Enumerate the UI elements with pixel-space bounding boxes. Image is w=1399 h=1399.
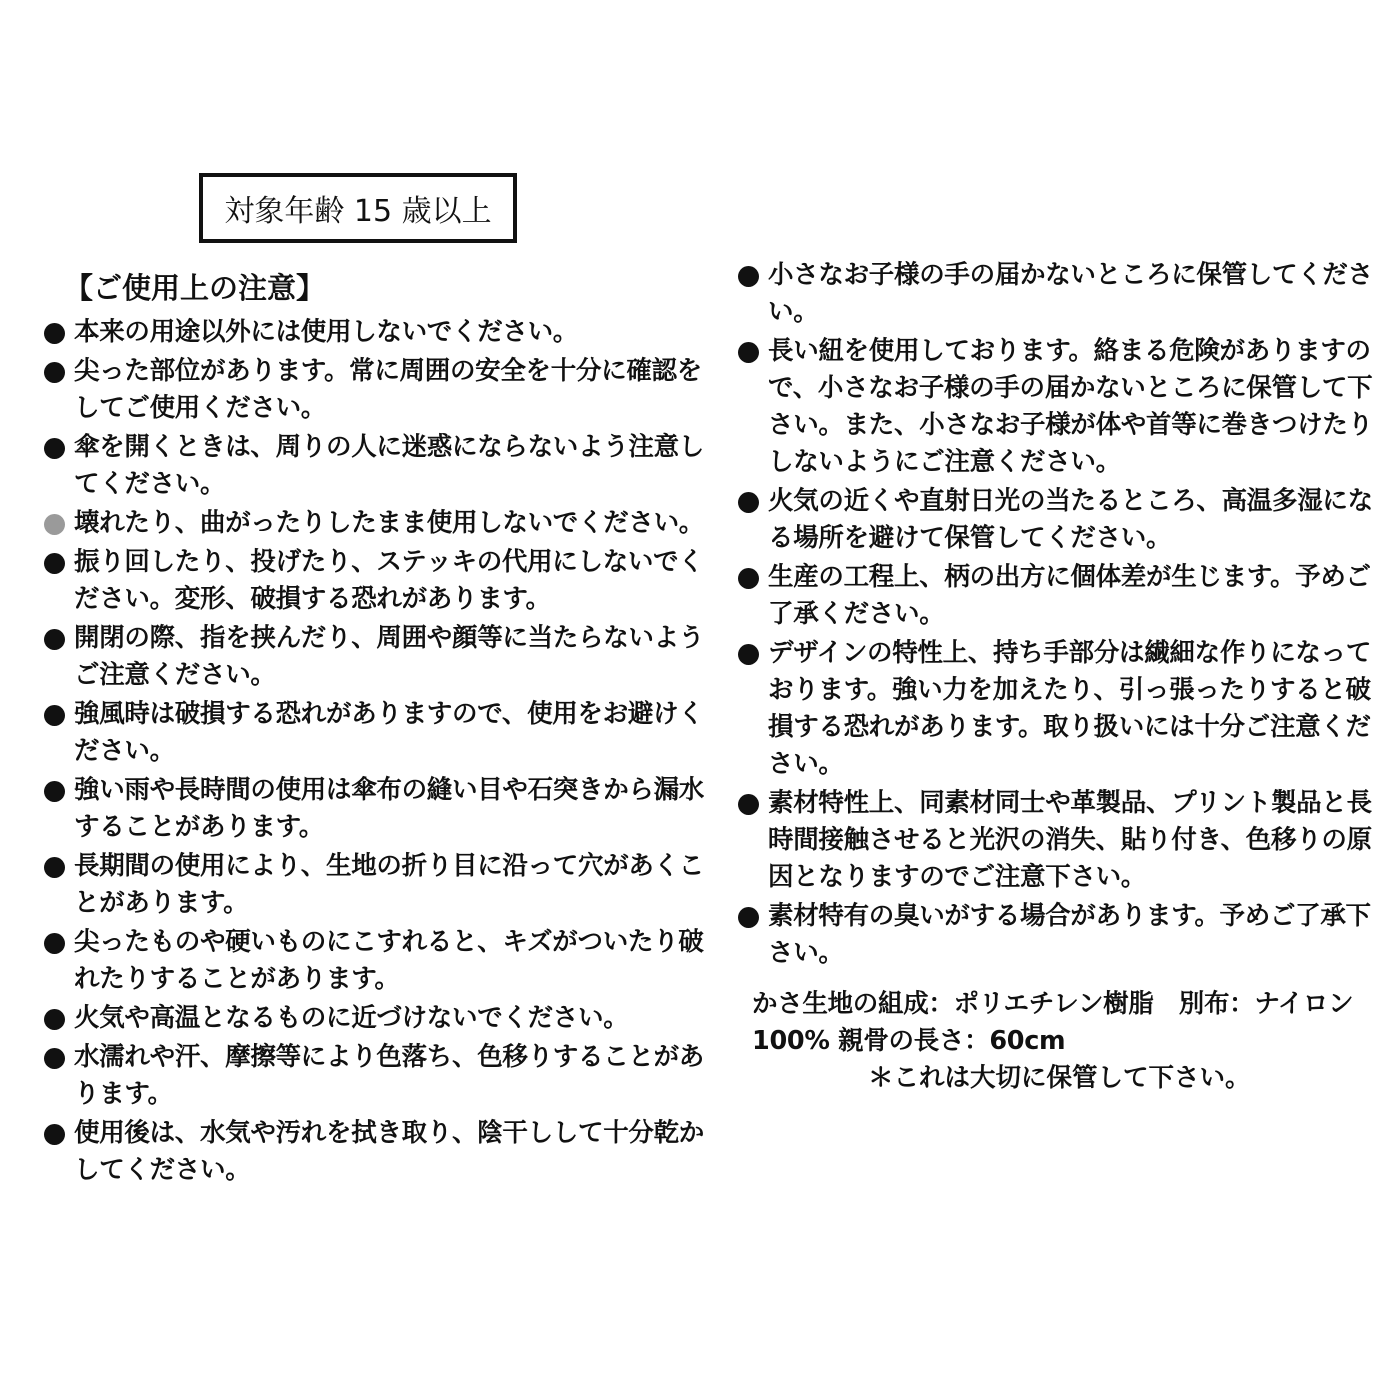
- caution-item-text: 強風時は破損する恐れがありますので、使用をお避けください。: [74, 699, 704, 766]
- bullet-icon: [44, 1124, 65, 1145]
- caution-item: [738, 333, 1378, 481]
- bullet-icon: [44, 857, 65, 878]
- bullet-icon: [44, 705, 65, 726]
- bullet-icon: [44, 323, 65, 344]
- caution-item: [44, 429, 704, 503]
- caution-item: [44, 620, 704, 694]
- caution-item: [44, 1039, 704, 1113]
- caution-item: [738, 559, 1378, 633]
- caution-item-text: 生産の工程上、柄の出方に個体差が生じます。予めご了承ください。: [768, 562, 1371, 629]
- bullet-icon: [738, 644, 759, 665]
- caution-item-text: 小さなお子様の手の届かないところに保管してください。: [768, 260, 1373, 327]
- caution-item-text: 尖ったものや硬いものにこすれると、キズがついたり破れたりすることがあります。: [74, 927, 704, 994]
- keep-note: ＊これは大切に保管して下さい。: [868, 1063, 1251, 1093]
- caution-item-text: 使用後は、水気や汚れを拭き取り、陰干しして十分乾かしてください。: [74, 1118, 705, 1185]
- caution-item: [738, 898, 1378, 972]
- bullet-icon: [44, 629, 65, 650]
- bullet-icon: [44, 514, 65, 535]
- caution-list-right: [738, 257, 1378, 972]
- caution-item-text: 長期間の使用により、生地の折り目に沿って穴があくことがあります。: [74, 851, 705, 918]
- caution-item: [44, 353, 704, 427]
- target-age-label: 対象年齢 15 歳以上: [224, 194, 492, 229]
- bullet-icon: [44, 781, 65, 802]
- bullet-icon: [738, 568, 759, 589]
- bullet-icon: [738, 266, 759, 287]
- bullet-icon: [44, 553, 65, 574]
- caution-item-text: 開閉の際、指を挟んだり、周囲や顔等に当たらないようご注意ください。: [74, 623, 705, 690]
- caution-item-text: デザインの特性上、持ち手部分は繊細な作りになっております。強い力を加えたり、引っ張ったりすると破損する恐れがあります。取り扱いには十分ご注意ください。: [768, 638, 1372, 779]
- material-spec: かさ生地の組成：ポリエチレン樹脂 別布：ナイロン100% 親骨の長さ：60cm: [752, 989, 1354, 1056]
- caution-item: [738, 257, 1378, 331]
- caution-item: [738, 483, 1378, 557]
- bullet-icon: [738, 907, 759, 928]
- caution-column-left: [44, 268, 704, 1191]
- caution-item: [44, 1000, 704, 1037]
- caution-item-text: 振り回したり、投げたり、ステッキの代用にしないでください。変形、破損する恐れがあります。: [74, 547, 704, 614]
- caution-item-text: 強い雨や長時間の使用は傘布の縫い目や石突きから漏水することがあります。: [74, 775, 705, 842]
- caution-item: [44, 544, 704, 618]
- caution-item-text: 本来の用途以外には使用しないでください。: [74, 317, 579, 347]
- caution-item-text: 長い紐を使用しております。絡まる危険がありますので、小さなお子様の手の届かないところに保管して下さい。また、小さなお子様が体や首等に巻きつけたりしないようにご注意ください。: [768, 336, 1373, 477]
- caution-item: [44, 848, 704, 922]
- caution-item: [738, 785, 1378, 896]
- caution-item-text: 素材特有の臭いがする場合があります。予めご了承下さい。: [768, 901, 1371, 968]
- caution-item-text: 尖った部位があります。常に周囲の安全を十分に確認をしてご使用ください。: [74, 356, 702, 423]
- bullet-icon: [738, 794, 759, 815]
- caution-item: [44, 505, 704, 542]
- caution-item: [44, 924, 704, 998]
- bullet-icon: [44, 362, 65, 383]
- caution-item-text: 水濡れや汗、摩擦等により色落ち、色移りすることがあります。: [74, 1042, 705, 1109]
- bullet-icon: [44, 1048, 65, 1069]
- caution-item: [44, 314, 704, 351]
- caution-heading: 【ご使用上の注意】: [64, 271, 326, 305]
- caution-item-text: 素材特性上、同素材同士や革製品、プリント製品と長時間接触させると光沢の消失、貼り付き、色移りの原因となりますのでご注意下さい。: [768, 788, 1372, 892]
- caution-item-text: 火気の近くや直射日光の当たるところ、高温多湿になる場所を避けて保管してください。: [768, 486, 1373, 553]
- caution-column-right: [738, 257, 1378, 1097]
- bullet-icon: [738, 492, 759, 513]
- bullet-icon: [44, 933, 65, 954]
- caution-item: [44, 772, 704, 846]
- bullet-icon: [44, 1009, 65, 1030]
- caution-item: [738, 635, 1378, 783]
- caution-item-text: 火気や高温となるものに近づけないでください。: [74, 1003, 629, 1033]
- caution-list-left: [44, 314, 704, 1189]
- bullet-icon: [44, 438, 65, 459]
- caution-item-text: 壊れたり、曲がったりしたまま使用しないでください。: [74, 508, 705, 538]
- caution-item: [44, 1115, 704, 1189]
- caution-item: [44, 696, 704, 770]
- caution-item-text: 傘を開くときは、周りの人に迷惑にならないよう注意してください。: [74, 432, 705, 499]
- bullet-icon: [738, 342, 759, 363]
- target-age-box: [199, 173, 517, 243]
